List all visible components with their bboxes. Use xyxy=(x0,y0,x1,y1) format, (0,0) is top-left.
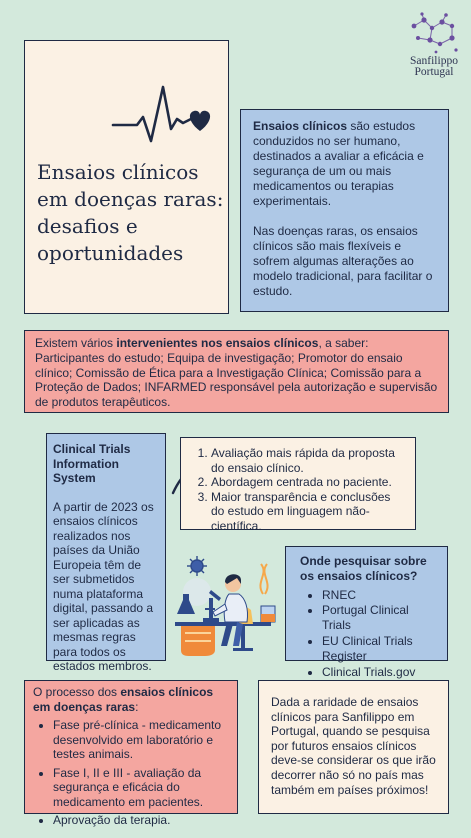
ctis-text: A partir de 2023 os ensaios clínicos realizados nos países da União Europeia têm de ser submetidos numa plataforma digital, passando a ser aplicadas as mesmas regras para todos os estados membros. xyxy=(53,499,154,673)
stakeholders-card xyxy=(24,330,449,413)
definition-paragraph xyxy=(253,119,438,209)
benefits-list xyxy=(189,446,407,534)
ctis-card xyxy=(46,433,166,673)
ctis-title: Clinical Trials Information System xyxy=(53,442,131,485)
definition-card xyxy=(240,109,449,312)
stakeholders-list: , a saber: Participantes do estudo; Equipa de investigação; Promotor do ensaio clínico; Comissão de Ética para a Investigação Clínica; Comissão para a Proteção de Dados; INFARMED responsável pela autorização e supervisão de produtos terapêuticos. xyxy=(35,336,438,410)
benefit-item: 2. Abordagem centrada no paciente. xyxy=(211,475,407,490)
process-item: • Fase I, II e III - avaliação da segurança e eficácia do medicamento em pacientes. xyxy=(53,766,229,810)
process-heading-term: ensaios clínicos em doenças raras xyxy=(33,685,214,714)
rare-disease-paragraph: Nas doenças raras, os ensaios clínicos são mais flexíveis e sofrem algumas alterações ao modelo tradicional, para facilitar o estudo. xyxy=(253,224,433,298)
logo-text-line1: Sanfilippo xyxy=(410,55,458,67)
stakeholders-intro: Existem vários xyxy=(35,336,117,350)
definition-term: Ensaios clínicos xyxy=(253,119,348,133)
benefit-item: 1. Avaliação mais rápida da proposta do ensaio clínico. xyxy=(211,446,407,475)
search-item: • Clinical Trials.gov xyxy=(322,665,439,680)
search-title: Onde pesquisar sobre os ensaios clínicos? xyxy=(300,554,427,583)
search-list xyxy=(300,588,439,680)
benefit-item: 3. Maior transparência e conclusões do estudo em linguagem não-científica. xyxy=(211,490,407,534)
process-item: • Aprovação da terapia. xyxy=(53,813,229,828)
process-heading xyxy=(33,685,229,714)
process-heading-pre: O processo dos xyxy=(33,685,121,699)
rarity-note-text: Dada a raridade de ensaios clínicos para Sanfilippo em Portugal, quando se pesquisa por futuros ensaios clínicos deve-se considerar os que irão decorrer não só no país mas também em países próximos! xyxy=(271,695,436,797)
scientist-microscope-illustration xyxy=(175,548,295,658)
rarity-note-card xyxy=(258,680,449,814)
search-item: • Portugal Clinical Trials xyxy=(322,603,439,633)
search-item: • RNEC xyxy=(322,588,439,603)
process-list xyxy=(33,718,229,828)
molecule-logo-icon xyxy=(408,12,460,56)
search-item: • EU Clinical Trials Register xyxy=(322,634,439,664)
logo-text-line2: Portugal xyxy=(414,66,454,78)
benefits-card xyxy=(180,437,416,533)
stakeholders-term: intervenientes nos ensaios clínicos xyxy=(116,336,319,350)
where-to-search-card xyxy=(285,546,448,679)
process-card xyxy=(24,680,238,827)
definition-text: são estudos conduzidos no ser humano, destinados a avaliar a eficácia e segurança de um ou mais medicamentos ou terapias experimentais. xyxy=(253,119,424,208)
page-title: Ensaios clínicos em doenças raras: desafios e oportunidades xyxy=(37,160,224,265)
title-card xyxy=(24,40,229,314)
sanfilippo-portugal-logo xyxy=(404,12,464,84)
process-heading-post: : xyxy=(135,699,139,714)
process-item: • Fase pré-clínica - medicamento desenvolvido em laboratório e testes animais. xyxy=(53,718,229,762)
heartbeat-heart-icon xyxy=(111,79,211,147)
